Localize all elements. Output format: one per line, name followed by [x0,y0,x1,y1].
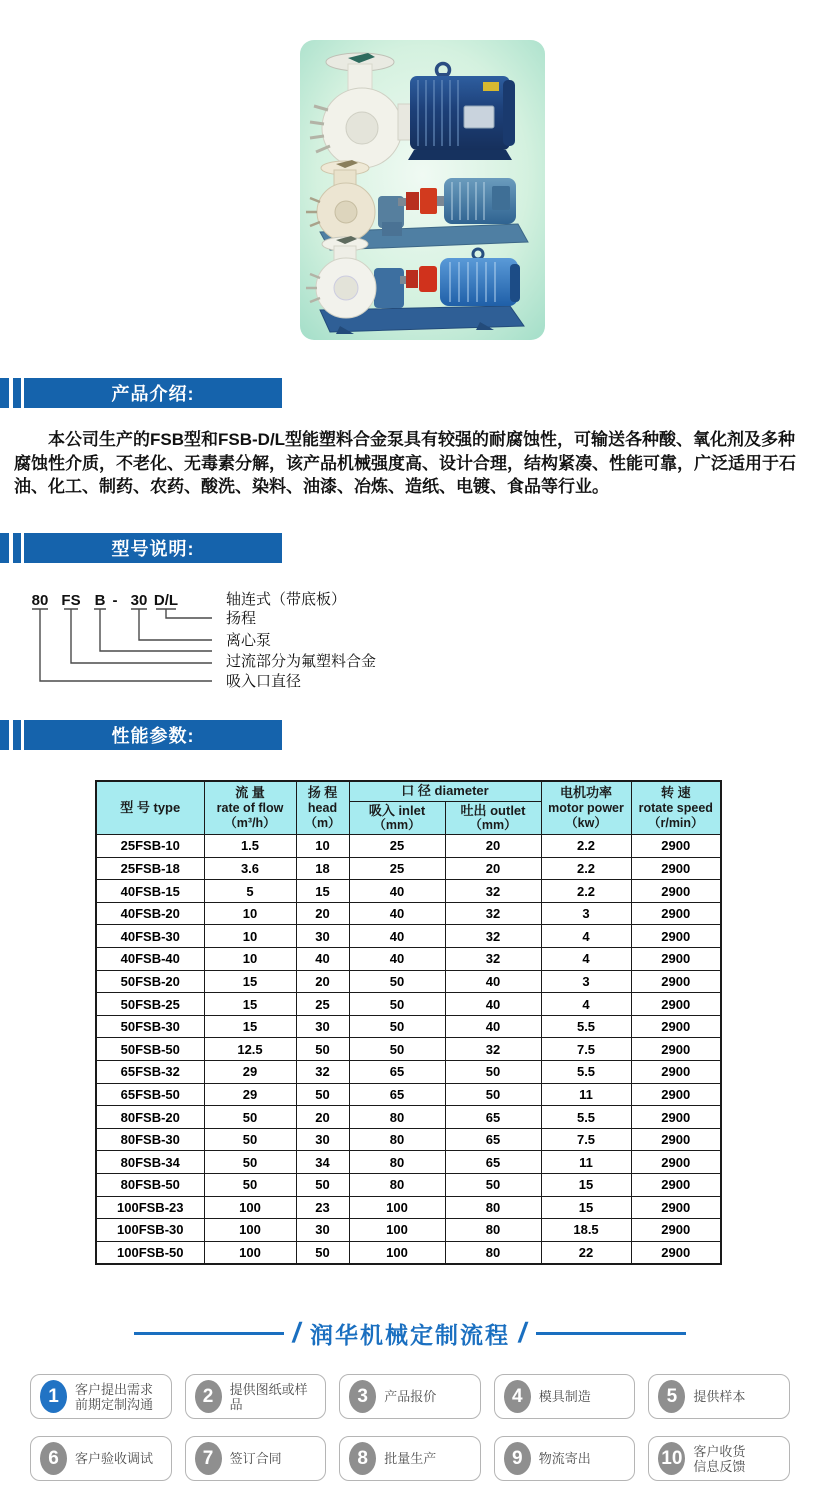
diagram-line [32,609,212,681]
value-cell: 5.5 [541,1106,631,1129]
value-cell: 22 [541,1241,631,1264]
banner-stripe-icon [13,533,21,563]
table-row [96,948,721,971]
value-cell: 10 [204,925,296,948]
value-cell: 25 [296,993,349,1016]
col-header-diameter: 口 径 diameter [349,781,541,801]
col-header-inlet: 吸入 inlet （mm） [349,801,445,835]
process-step-card [30,1374,172,1419]
value-cell: 100 [349,1219,445,1242]
slash-decoration: / [516,1317,530,1348]
model-code-diagram [30,586,450,704]
col-header-type: 型 号 type [96,781,204,835]
table-row [96,835,721,858]
value-cell: 5.5 [541,1061,631,1084]
model-cell: 50FSB-20 [96,970,204,993]
value-cell: 100 [204,1219,296,1242]
value-cell: 50 [349,1038,445,1061]
step-label: 客户提出需求 前期定制沟通 [75,1381,154,1412]
value-cell: 3 [541,970,631,993]
model-cell: 50FSB-25 [96,993,204,1016]
value-cell: 25 [349,835,445,858]
model-code-part: D/L [153,592,179,609]
process-row-2 [30,1436,790,1481]
performance-table [95,780,722,1265]
value-cell: 50 [296,1241,349,1264]
value-cell: 7.5 [541,1038,631,1061]
step-number-badge: 9 [504,1442,531,1475]
model-code-part: FS [61,592,81,609]
model-label: 离心泵 [226,632,272,649]
value-cell: 80 [349,1128,445,1151]
value-cell: 1.5 [204,835,296,858]
value-cell: 32 [445,880,541,903]
value-cell: 100 [204,1241,296,1264]
value-cell: 11 [541,1083,631,1106]
model-cell: 100FSB-30 [96,1219,204,1242]
model-cell: 40FSB-40 [96,948,204,971]
value-cell: 32 [445,925,541,948]
model-cell: 65FSB-50 [96,1083,204,1106]
value-cell: 2900 [631,970,721,993]
performance-table-body [96,835,721,1264]
slash-decoration: / [290,1317,304,1348]
value-cell: 50 [445,1061,541,1084]
value-cell: 40 [349,948,445,971]
value-cell: 2.2 [541,835,631,858]
value-cell: 50 [349,1015,445,1038]
process-step-card [494,1436,636,1481]
value-cell: 80 [445,1196,541,1219]
value-cell: 10 [204,902,296,925]
value-cell: 65 [445,1128,541,1151]
model-label: 过流部分为氟塑料合金 [226,653,377,670]
col-header-power: 电机功率 motor power （kw） [541,781,631,835]
step-number-badge: 6 [40,1442,67,1475]
banner-stripe-icon [0,378,9,408]
table-row [96,902,721,925]
value-cell: 50 [296,1083,349,1106]
model-cell: 80FSB-34 [96,1151,204,1174]
value-cell: 2900 [631,1241,721,1264]
process-step-card [339,1374,481,1419]
value-cell: 30 [296,1128,349,1151]
value-cell: 20 [445,835,541,858]
table-row [96,1061,721,1084]
process-step-card [185,1374,327,1419]
model-cell: 25FSB-18 [96,857,204,880]
value-cell: 5 [204,880,296,903]
section-banner-params [0,720,282,750]
banner-stripe-icon [13,378,21,408]
diagram-line [156,609,212,618]
table-row [96,1174,721,1197]
section-title-intro: 产品介绍: [24,378,282,408]
value-cell: 65 [445,1106,541,1129]
value-cell: 15 [541,1174,631,1197]
value-cell: 2900 [631,1038,721,1061]
diagram-line [64,609,212,663]
value-cell: 50 [296,1174,349,1197]
value-cell: 40 [349,902,445,925]
value-cell: 10 [204,948,296,971]
table-row [96,880,721,903]
table-row [96,857,721,880]
intro-paragraph: 本公司生产的FSB型和FSB-D/L型能塑料合金泵具有较强的耐腐蚀性，可输送各种酸、氧化剂及多种腐蚀性介质，不老化、无毒素分解，该产品机械强度高、设计合理，结构紧凑、性能可靠，广泛适用于石油、化工、制药、农药、酸洗、染料、油漆、冶炼、造纸、电镀、食品等行业。 [14,430,796,496]
step-label: 物流寄出 [538,1451,591,1466]
value-cell: 20 [445,857,541,880]
value-cell: 50 [204,1106,296,1129]
model-label: 扬程 [226,610,257,627]
value-cell: 2900 [631,1015,721,1038]
col-header-outlet: 吐出 outlet （mm） [445,801,541,835]
value-cell: 80 [349,1106,445,1129]
table-row [96,1219,721,1242]
value-cell: 50 [204,1128,296,1151]
model-cell: 25FSB-10 [96,835,204,858]
model-cell: 40FSB-20 [96,902,204,925]
value-cell: 3 [541,902,631,925]
banner-stripe-icon [0,533,9,563]
step-number-badge: 2 [195,1380,222,1413]
model-code-part: 30 [130,592,148,609]
model-cell: 80FSB-20 [96,1106,204,1129]
step-label: 客户收货 信息反馈 [693,1443,746,1474]
value-cell: 32 [445,948,541,971]
table-row [96,993,721,1016]
value-cell: 40 [349,880,445,903]
value-cell: 80 [349,1174,445,1197]
heading-line [536,1332,686,1335]
value-cell: 2900 [631,993,721,1016]
value-cell: 2900 [631,1196,721,1219]
section-banner-intro [0,378,282,408]
value-cell: 2900 [631,1061,721,1084]
section-title-params: 性能参数: [24,720,282,750]
banner-stripe-icon [13,720,21,750]
value-cell: 50 [445,1083,541,1106]
value-cell: 2900 [631,1151,721,1174]
value-cell: 2900 [631,835,721,858]
step-label: 模具制造 [538,1389,591,1404]
step-label: 客户验收调试 [75,1451,154,1466]
step-number-badge: 8 [349,1442,376,1475]
model-cell: 80FSB-50 [96,1174,204,1197]
value-cell: 50 [204,1151,296,1174]
step-number-badge: 4 [504,1380,531,1413]
value-cell: 10 [296,835,349,858]
value-cell: 80 [445,1219,541,1242]
value-cell: 32 [445,902,541,925]
value-cell: 2900 [631,902,721,925]
value-cell: 20 [296,1106,349,1129]
step-label: 批量生产 [384,1451,437,1466]
step-number-badge: 1 [40,1380,67,1413]
value-cell: 2900 [631,1106,721,1129]
table-row [96,925,721,948]
model-label: 吸入口直径 [226,673,302,690]
value-cell: 50 [204,1174,296,1197]
model-cell: 50FSB-30 [96,1015,204,1038]
value-cell: 2900 [631,1083,721,1106]
step-number-badge: 7 [195,1442,222,1475]
value-cell: 50 [445,1174,541,1197]
value-cell: 100 [204,1196,296,1219]
diagram-line [94,609,212,651]
model-label: 轴连式（带底板） [226,591,347,608]
value-cell: 5.5 [541,1015,631,1038]
value-cell: 3.6 [204,857,296,880]
value-cell: 2900 [631,880,721,903]
process-row-1 [30,1374,790,1419]
section-title-model: 型号说明: [24,533,282,563]
value-cell: 80 [349,1151,445,1174]
table-row [96,1038,721,1061]
process-step-card [339,1436,481,1481]
value-cell: 2900 [631,1219,721,1242]
heading-line [134,1332,284,1335]
table-row [96,1196,721,1219]
model-cell: 50FSB-50 [96,1038,204,1061]
value-cell: 65 [445,1151,541,1174]
value-cell: 50 [296,1038,349,1061]
value-cell: 2900 [631,948,721,971]
value-cell: 15 [204,993,296,1016]
step-number-badge: 3 [349,1380,376,1413]
process-step-card [648,1436,790,1481]
value-cell: 20 [296,902,349,925]
value-cell: 2.2 [541,880,631,903]
value-cell: 4 [541,993,631,1016]
model-cell: 65FSB-32 [96,1061,204,1084]
value-cell: 11 [541,1151,631,1174]
value-cell: 30 [296,925,349,948]
value-cell: 20 [296,970,349,993]
value-cell: 30 [296,1219,349,1242]
model-cell: 40FSB-15 [96,880,204,903]
model-code-part: 80 [31,592,49,609]
col-header-head: 扬 程 head （m） [296,781,349,835]
table-row [96,1151,721,1174]
col-header-flow: 流 量 rate of flow （m³/h） [204,781,296,835]
model-cell: 100FSB-23 [96,1196,204,1219]
product-photo [300,40,545,340]
step-label: 提供图纸或样 品 [229,1381,308,1412]
value-cell: 29 [204,1061,296,1084]
value-cell: 29 [204,1083,296,1106]
value-cell: 40 [349,925,445,948]
diagram-line [131,609,212,640]
value-cell: 4 [541,948,631,971]
value-cell: 32 [445,1038,541,1061]
value-cell: 18.5 [541,1219,631,1242]
process-title: 润华机械定制流程 [310,1321,510,1348]
value-cell: 2.2 [541,857,631,880]
value-cell: 15 [204,970,296,993]
value-cell: 2900 [631,1128,721,1151]
table-row [96,1015,721,1038]
value-cell: 2900 [631,925,721,948]
banner-stripe-icon [0,720,9,750]
value-cell: 7.5 [541,1128,631,1151]
value-cell: 25 [349,857,445,880]
table-row [96,1106,721,1129]
model-cell: 100FSB-50 [96,1241,204,1264]
step-label: 产品报价 [384,1389,437,1404]
step-number-badge: 5 [658,1380,685,1413]
value-cell: 50 [349,993,445,1016]
model-code-part: B [94,592,106,609]
value-cell: 100 [349,1196,445,1219]
value-cell: 40 [445,1015,541,1038]
value-cell: 4 [541,925,631,948]
value-cell: 40 [445,993,541,1016]
table-row [96,970,721,993]
model-cell: 80FSB-30 [96,1128,204,1151]
value-cell: 15 [296,880,349,903]
pumps-illustration [300,40,545,340]
value-cell: 65 [349,1061,445,1084]
process-heading [0,1316,820,1350]
process-step-card [494,1374,636,1419]
value-cell: 23 [296,1196,349,1219]
process-step-card [30,1436,172,1481]
model-cell: 40FSB-30 [96,925,204,948]
table-row [96,1128,721,1151]
value-cell: 34 [296,1151,349,1174]
process-step-card [185,1436,327,1481]
value-cell: 15 [204,1015,296,1038]
value-cell: 40 [445,970,541,993]
table-row [96,1083,721,1106]
table-row [96,1241,721,1264]
value-cell: 40 [296,948,349,971]
step-label: 提供样本 [693,1389,746,1404]
value-cell: 80 [445,1241,541,1264]
value-cell: 32 [296,1061,349,1084]
value-cell: 2900 [631,1174,721,1197]
process-step-card [648,1374,790,1419]
value-cell: 18 [296,857,349,880]
value-cell: 2900 [631,857,721,880]
col-header-speed: 转 速 rotate speed （r/min） [631,781,721,835]
value-cell: 15 [541,1196,631,1219]
value-cell: 30 [296,1015,349,1038]
value-cell: 100 [349,1241,445,1264]
step-number-badge: 10 [658,1442,685,1475]
step-label: 签订合同 [229,1451,282,1466]
value-cell: 12.5 [204,1038,296,1061]
model-code-part: - [112,592,118,609]
section-banner-model [0,533,282,563]
value-cell: 50 [349,970,445,993]
value-cell: 65 [349,1083,445,1106]
